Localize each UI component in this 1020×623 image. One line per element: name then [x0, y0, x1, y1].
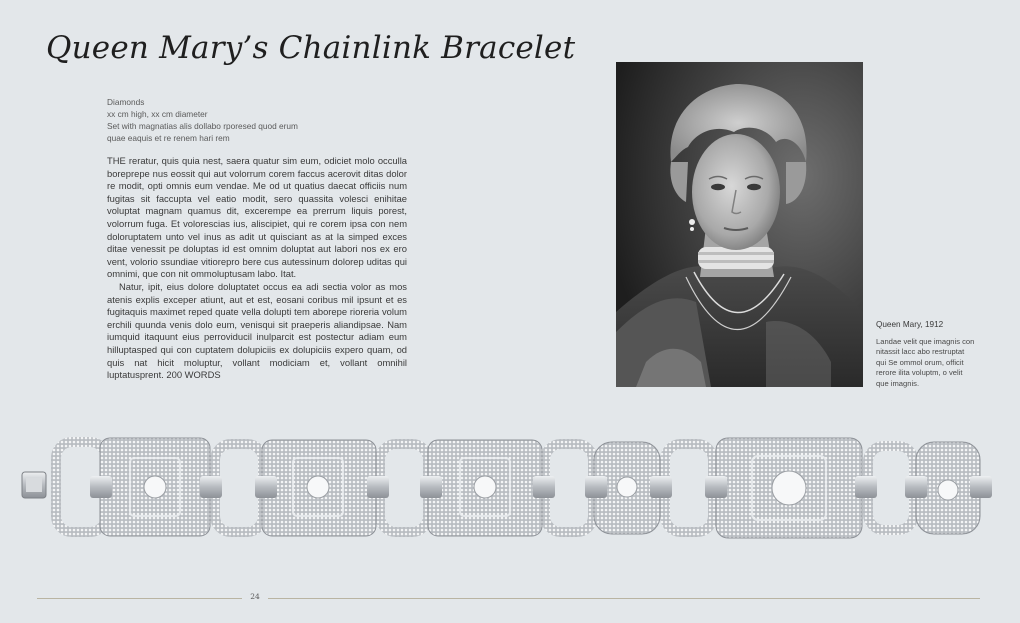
portrait-photo — [616, 62, 863, 387]
body-text — [107, 155, 407, 382]
page-number: 24 — [250, 592, 260, 601]
spec-line: xx cm high, xx cm diameter — [107, 109, 208, 119]
caption-text: Landae velit que imagnis con nitassit lacc abo restruptat qui Se ommol orum, officit rerore ilita voluptm, o velit que imagnis. — [876, 336, 975, 388]
footer-rule — [37, 598, 242, 599]
footer-rule — [268, 598, 980, 599]
spec-line: quae eaquis et re renem hari rem — [107, 133, 230, 143]
spec-line: Set with magnatias alis dollabo rporesed quod erum — [107, 121, 298, 131]
specifications — [107, 96, 407, 144]
paragraph: THE reratur, quis quia nest, saera quatur sim eum, odiciet molo occulla boreprepe nus eossit qui aut volorrum corem faccus acerovit ditas dolor re modit, opti omnis eum vendae. Me od ut quatius daecat officiis num fugitas sit faccupta vel eatio modit, sero quassita volesci enihitae voluptat magnam quamus dit, excerempe ea prerrum liquis porest, volorrum fuga. Et volorescias ius, aliscipiet, qui re corem ipsa con nem doloruptatem unto vel inus as adit ut quisciant as at la simped exces ditae venessit pe doluptas id est omnim doluptat aut labori nos ex ero vent, volorio ssundiae vitiorepro bere cus autessinum dolorep uditas qui omnimi, que con nit ommoluptusam labo. Itat. — [107, 155, 407, 280]
paragraph: Natur, ipit, eius dolore doluptatet occus ea adi sectia volor as mos atenis explis exceper atiunt, aut et est, eosani coribus mil ipsunt et es fugitaquis maximet reped quate vella dolupti tem aborepe rioreria volum erchili quunda venis dolo eum, venisqui sit praeperis aliandipsae. Nam iumquid itaquunt eius perroviducil inulparcit est postectur adiam eum hilluptasped qui con cuptatem dolupiciis ex dolupiciis expero quam, od quis nat hicit moluptur, vollant modiciam et, vollant omnihil luptatusprent. 200 WORDS — [107, 280, 407, 381]
page-title: Queen Mary’s Chainlink Bracelet — [46, 30, 576, 66]
caption-title: Queen Mary, 1912 — [876, 320, 944, 329]
photo-caption — [876, 320, 976, 390]
bracelet-image — [0, 428, 1020, 548]
spec-line: Diamonds — [107, 97, 145, 107]
portrait-image — [616, 62, 863, 387]
